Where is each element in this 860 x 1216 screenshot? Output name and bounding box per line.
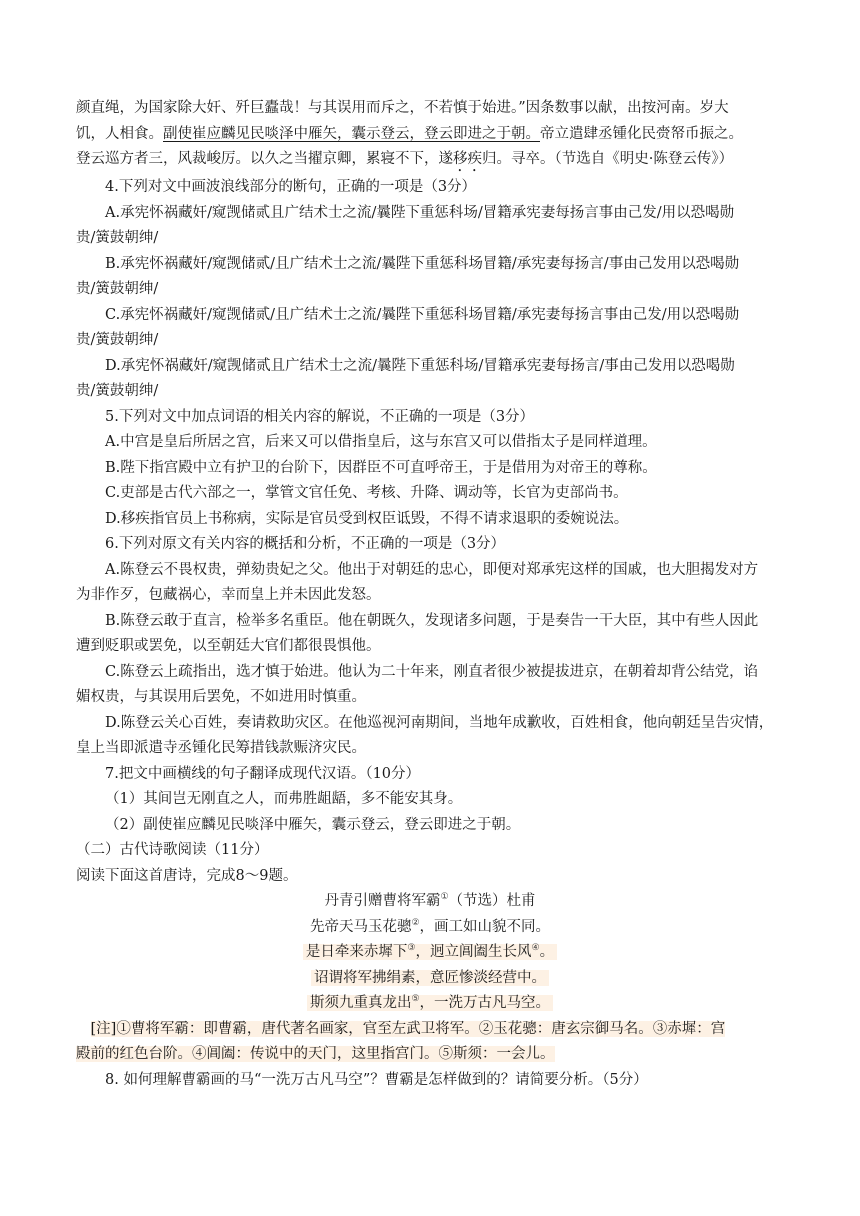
poem-line-2b: ，迥立阊阖生长风 [415, 944, 532, 960]
passage-line-1: 颜直绳，为国家除大奸、歼巨蠹哉！与其误用而斥之，不若慎于始进。”因条数事以献，出按河南。岁大 [76, 100, 729, 116]
q4-d-line1: D.承宪怀祸藏奸/窥觊储贰且广结术士之流/曩陛下重惩科场/冒籍承宪妻每扬言/事由己发用以恐喝勋 [105, 357, 735, 374]
section-heading: （二）古代诗歌阅读（11分） [76, 842, 269, 858]
q5-option-b: B.陛下指宫殿中立有护卫的台阶下，因群臣不可直呼帝王，于是借用为对帝王的尊称。 [105, 459, 657, 476]
document-body [76, 96, 784, 1093]
q4-option-d-cont: 贵/簧鼓朝绅/ [76, 383, 159, 399]
q6-option-a-cont: 为非作歹，包藏祸心，幸而皇上并未因此发怒。 [76, 587, 381, 603]
poem-line-2 [76, 940, 784, 966]
notes-line-2: 殿前的红色台阶。④阊阖：传说中的天门，这里指宫门。⑤斯须：一会儿。 [76, 1046, 555, 1062]
q6-option-b-cont: 遭到贬职或罢免，以至朝廷大官们都很畏惧他。 [76, 638, 381, 654]
q5-option-d: D.移疾指官员上书称病，实际是官员受到权臣诋毁，不得不请求退职的委婉说法。 [105, 510, 629, 527]
passage-line-3a: 登云巡方者三，风裁峻厉。以久之当擢京卿，累寝不下，遂 [76, 151, 453, 167]
q4-option-c-cont: 贵/簧鼓朝绅/ [76, 332, 159, 348]
q5-option-c: C.吏部是古代六部之一，掌管文官任免、考核、升降、调动等，长官为吏部尚书。 [105, 485, 628, 501]
q4-stem: 4.下列对文中画波浪线部分的断句，正确的一项是（3分） [105, 179, 477, 195]
note-marker: ① [440, 892, 449, 903]
poem-line-3-text: 诏谓将军拂绢素，意匠惨淡经营中。 [311, 970, 549, 986]
poem-title-text: 丹青引赠曹将军霸 [324, 893, 441, 909]
section-intro: 阅读下面这首唐诗，完成8～9题。 [76, 867, 298, 884]
poem-line-2c: 。 [539, 944, 555, 960]
q6-option-b: B.陈登云敢于直言，检举多名重臣。他在朝既久，发现诸多问题，于是奏告一干大臣，其中有些人因此 [105, 612, 759, 629]
poem-line-4b: ，一洗万古凡马空。 [419, 995, 551, 1011]
q4-c-line1: C.承宪怀祸藏奸/窥觊储贰/且广结术士之流/曩陛下重惩科场冒籍/承宪妻每扬言事由己发/用以恐喝勋 [105, 306, 740, 323]
underlined-sentence: 副使崔应麟见民啖泽中雁矢，囊示登云，登云即进之于朝。 [163, 125, 540, 142]
notes-line-1: [注]①曹将军霸：即曹霸，唐代著名画家，官至左武卫将军。②玉花骢：唐玄宗御马名。③赤墀：宫 [90, 1020, 726, 1037]
note-marker: ⑤ [411, 994, 420, 1005]
passage-line-3b: 归。寻卒。（节选自《明史·陈登云传》） [482, 151, 734, 167]
annotation-notes [76, 1017, 784, 1043]
q4-option-b [76, 252, 784, 278]
poem-author: （节选）杜甫 [448, 893, 536, 909]
poem-line-2a: 是日牵来赤墀下 [305, 944, 408, 960]
poem-line-2-highlight [303, 944, 557, 960]
q6-option-a: A.陈登云不畏权贵，弹劾贵妃之父。他出于对朝廷的忠心，即便对郑承宪这样的国戚，也大胆揭发对方 [105, 561, 759, 578]
q5-stem: 5.下列对文中加点词语的相关内容的解说，不正确的一项是（3分） [105, 408, 535, 425]
passage-paragraph [76, 96, 784, 175]
q4-option-a-cont: 贵/簧鼓朝绅/ [76, 230, 159, 246]
q4-a-line1: A.承宪怀祸藏奸/窥觊储贰且广结术士之流/曩陛下重惩科场/冒籍承宪妻每扬言事由己发/用以恐喝勋 [105, 204, 735, 221]
poem-line-1a: 先帝天马玉花骢 [309, 918, 412, 935]
q8-stem: 8. 如何理解曹霸画的马“一洗万古凡马空”？曹霸是怎样做到的？请简要分析。（5分） [105, 1071, 648, 1088]
q4-option-a [76, 201, 784, 227]
note-marker: ④ [531, 943, 540, 954]
poem-line-4a: 斯须九重真龙出 [309, 995, 412, 1011]
poem-line-1 [76, 915, 784, 941]
q6-option-c-cont: 媚权贵，与其误用后罢免，不如进用时慎重。 [76, 689, 366, 705]
q7-sentence-2: （2）副使崔应麟见民啖泽中雁矢，囊示登云，登云即进之于朝。 [105, 816, 521, 833]
passage-line-2a: 饥，人相食。 [76, 125, 163, 142]
note-marker: ② [411, 917, 420, 928]
q6-stem: 6.下列对原文有关内容的概括和分析，不正确的一项是（3分） [105, 536, 506, 552]
note-marker: ③ [407, 943, 416, 954]
passage-line-2b: 帝立遣肆丞锺化民赍帑币振之。 [540, 125, 743, 142]
poem-line-1b: ，画工如山貌不同。 [419, 918, 551, 935]
q6-option-c: C.陈登云上疏指出，选才慎于始进。他认为二十年来，刚直者很少被提拔进京，在朝着却背公结党，谄 [105, 663, 759, 680]
q4-b-line1: B.承宪怀祸藏奸/窥觊储贰/且广结术士之流/曩陛下重惩科场冒籍/承宪妻每扬言/事由己发用以恐喝勋 [105, 255, 740, 272]
poem-line-4-highlight [307, 995, 553, 1011]
q4-option-d [76, 354, 784, 380]
q7-stem: 7.把文中画横线的句子翻译成现代汉语。（10分） [105, 765, 421, 782]
q6-option-d-cont: 皇上当即派遣寺丞锺化民筹措钱款赈济灾民。 [76, 740, 366, 756]
q4-option-b-cont: 贵/簧鼓朝绅/ [76, 281, 159, 297]
q6-option-d: D.陈登云关心百姓，奏请救助灾区。在他巡视河南期间，当地年成歉收，百姓相食，他向朝廷呈告灾情， [105, 714, 774, 731]
poem-title [76, 889, 784, 915]
annotation-notes-cont [76, 1042, 784, 1068]
q4-option-c [76, 303, 784, 329]
poem-line-3 [76, 966, 784, 992]
dotted-word: 移疾 [453, 151, 482, 167]
poem-line-4 [76, 991, 784, 1017]
q7-sentence-1: （1）其间岂无刚直之人，而弗胜龃龉，多不能安其身。 [105, 791, 463, 807]
q5-option-a: A.中宫是皇后所居之宫，后来又可以借指皇后，这与东宫又可以借指太子是同样道理。 [105, 434, 657, 450]
